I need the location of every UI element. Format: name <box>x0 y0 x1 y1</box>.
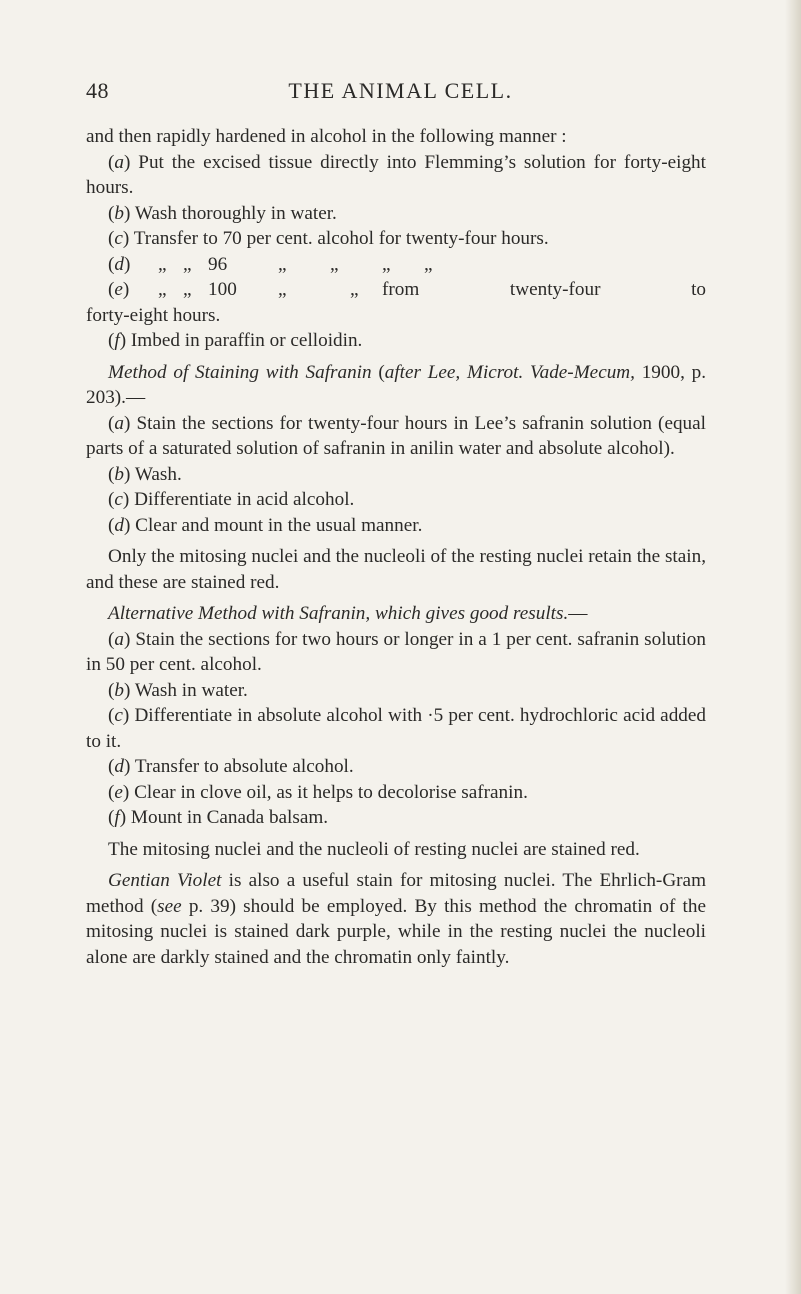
alcohol-percentage: 96 <box>208 253 228 275</box>
step-text: Transfer to 70 per cent. alcohol for twenty-four hours. <box>129 228 549 249</box>
see-reference: see <box>157 895 182 917</box>
safranin-result: Only the mitosing nuclei and the nucleoli of the resting nuclei retain the stain, and these are stained red. <box>86 546 706 593</box>
heading-dash: — <box>568 603 588 624</box>
step-text: Stain the sections for twenty-four hours in Lee’s safranin solution (equal parts of a saturated solution of safranin in anilin water and absolute alcohol). <box>86 412 706 459</box>
ditto-mark: „ <box>183 253 192 275</box>
safranin-step-c: (c) Differentiate in acid alcohol. <box>108 489 355 510</box>
method-title: Method of Staining with Safranin <box>108 361 372 383</box>
safranin-step-d: (d) Clear and mount in the usual manner. <box>108 514 423 536</box>
alternative-step-b: (b) Wash in water. <box>108 679 248 701</box>
step-letter: d <box>114 514 124 536</box>
alcohol-percentage: 100 <box>208 279 237 300</box>
step-text: Transfer to absolute alcohol. <box>130 756 354 777</box>
ditto-mark: „ <box>158 279 167 300</box>
step-text: Mount in Canada balsam. <box>126 807 329 828</box>
hardening-step-c: (c) Transfer to 70 per cent. alcohol for twenty-four hours. <box>108 228 549 249</box>
hardening-step-a: (a) Put the excised tissue directly into Flemming’s solution for forty-eight hours. <box>86 151 706 198</box>
hardening-step-e-continued: forty-eight hours. <box>86 304 221 326</box>
step-letter: a <box>114 151 124 173</box>
step-letter: c <box>114 489 123 510</box>
step-text: from twenty-four to <box>382 279 706 300</box>
hardening-step-b: (b) Wash thoroughly in water. <box>108 202 337 224</box>
alternative-step-e: (e) Clear in clove oil, as it helps to decolorise safranin. <box>108 781 528 803</box>
step-text: Imbed in paraffin or celloidin. <box>126 330 363 351</box>
ditto-mark: „ <box>330 253 339 275</box>
step-letter: f <box>114 807 120 828</box>
step-letter: e <box>114 279 123 300</box>
step-letter: d <box>114 253 124 275</box>
ditto-mark: „ <box>183 279 192 300</box>
step-text: Clear in clove oil, as it helps to decolorise safranin. <box>129 781 528 803</box>
ditto-mark: „ <box>278 253 287 275</box>
hardening-step-e: (e) „ „ 100 „ „ from twenty-four to <box>86 277 706 303</box>
hardening-intro: and then rapidly hardened in alcohol in the following manner : <box>86 126 567 147</box>
hardening-step-f: (f) Imbed in paraffin or celloidin. <box>108 330 363 351</box>
step-text: Stain the sections for two hours or longer in a 1 per cent. safranin solution in 50 per cent. alcohol. <box>86 628 706 675</box>
method-title: Alternative Method with Safranin, which gives good results. <box>108 603 569 624</box>
step-letter: b <box>114 679 124 701</box>
step-text: Wash in water. <box>130 679 248 701</box>
step-letter: b <box>114 202 124 224</box>
step-text: Clear and mount in the usual manner. <box>130 514 423 536</box>
alternative-step-c: (c) Differentiate in absolute alcohol with ·5 per cent. hydrochloric acid added to it. <box>86 705 706 752</box>
step-letter: b <box>114 463 124 485</box>
step-letter: a <box>114 628 124 650</box>
page-body <box>86 124 706 970</box>
running-title: THE ANIMAL CELL. <box>288 78 513 103</box>
ditto-mark: „ <box>424 253 433 275</box>
reference-source: after Lee, Microt. Vade-Mecum, <box>384 361 635 383</box>
ditto-mark: „ <box>158 253 167 275</box>
alternative-step-d: (d) Transfer to absolute alcohol. <box>108 756 354 777</box>
step-letter: c <box>114 228 123 249</box>
step-letter: d <box>114 756 124 777</box>
alternative-result: The mitosing nuclei and the nucleoli of resting nuclei are stained red. <box>108 838 640 860</box>
safranin-step-a: (a) Stain the sections for twenty-four hours in Lee’s safranin solution (equal parts of a saturated solution of safranin in anilin water and absolute alcohol). <box>86 412 706 459</box>
paragraph-text: p. 39) should be employed. By this method the chromatin of the mitosing nuclei is stained dark purple, while in the resting nuclei the nucleoli alone are darkly stained and the chromatin only faintly. <box>86 895 706 968</box>
reference-open: ( <box>371 361 385 383</box>
alternative-method-heading <box>86 601 706 627</box>
stain-name: Gentian Violet <box>108 870 222 891</box>
ditto-mark: „ <box>382 253 391 275</box>
step-text: Differentiate in absolute alcohol with ·5 per cent. hydrochloric acid added to it. <box>86 705 706 752</box>
paragraph-text: is also a useful stain for mitosing nuclei. The Ehrlich-Gram method ( <box>86 870 707 917</box>
gentian-violet-paragraph <box>86 868 706 970</box>
step-text: Wash. <box>130 463 182 485</box>
ditto-mark: „ <box>350 279 359 300</box>
page-header <box>0 78 801 108</box>
step-letter: f <box>114 330 120 351</box>
page-number: 48 <box>86 78 109 103</box>
page-edge-shadow <box>785 0 801 1294</box>
ditto-mark: „ <box>278 279 287 300</box>
reference-detail: 1900, p. 203).— <box>86 361 707 408</box>
safranin-method-heading <box>86 360 706 411</box>
step-letter: c <box>114 705 123 726</box>
step-letter: a <box>114 412 124 434</box>
step-text: Wash thoroughly in water. <box>130 202 337 224</box>
step-text: Put the excised tissue directly into Flemming’s solution for forty-eight hours. <box>86 151 706 198</box>
step-text: Differentiate in acid alcohol. <box>129 489 355 510</box>
alternative-step-a: (a) Stain the sections for two hours or longer in a 1 per cent. safranin solution in 50 per cent. alcohol. <box>86 628 706 675</box>
alternative-step-f: (f) Mount in Canada balsam. <box>108 807 329 828</box>
hardening-step-d: (d) „ „ 96 „ „ „ „ <box>86 252 706 278</box>
step-letter: e <box>114 781 123 803</box>
safranin-step-b: (b) Wash. <box>108 463 182 485</box>
